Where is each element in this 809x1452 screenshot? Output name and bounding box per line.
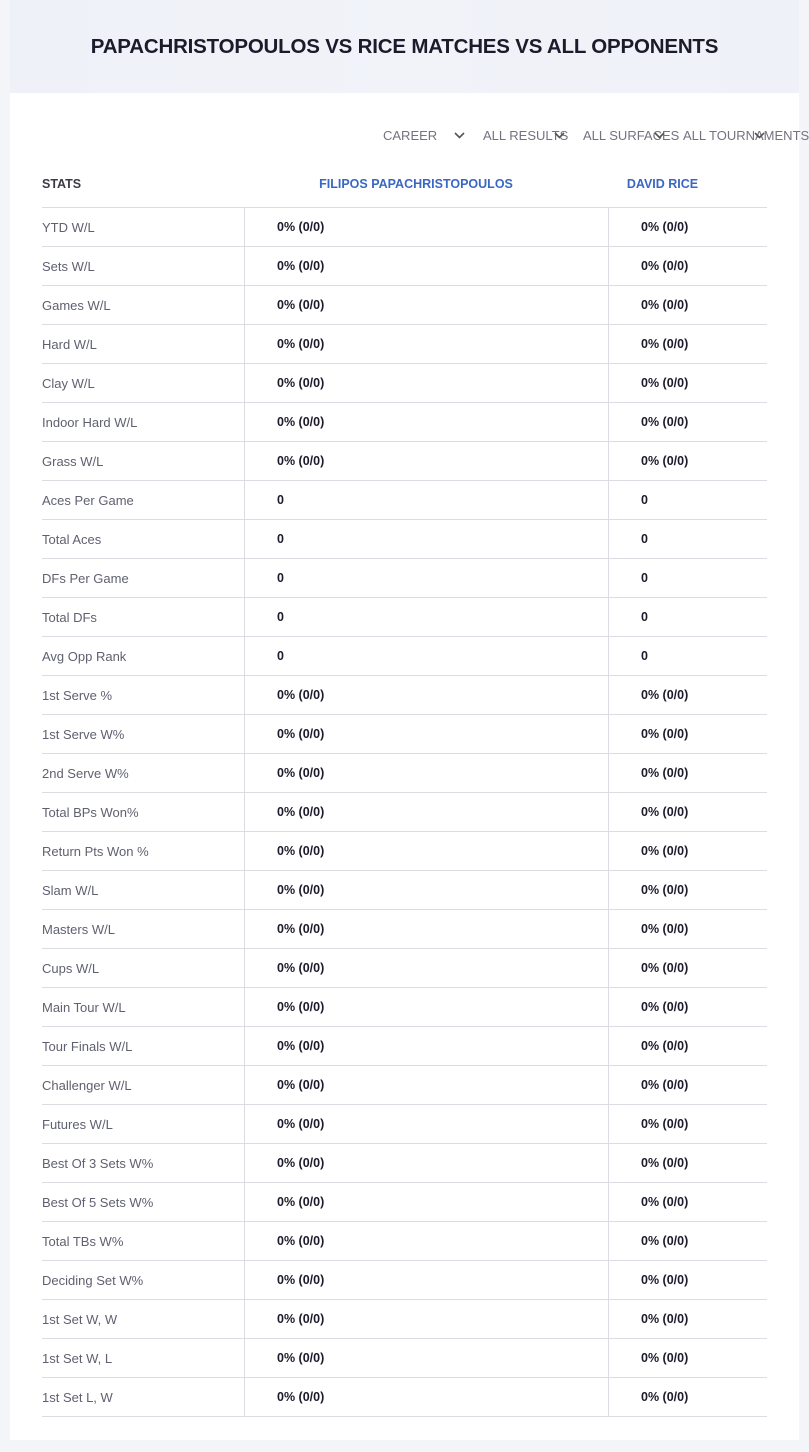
stat-label: Cups W/L (42, 960, 100, 976)
stat-label: Total Aces (42, 531, 102, 547)
table-row (42, 910, 767, 949)
player2-stat-value: 0% (0/0) (608, 1144, 767, 1182)
table-row (42, 988, 767, 1027)
player1-stat-value: 0% (0/0) (244, 364, 608, 402)
player1-stat-value: 0% (0/0) (244, 676, 608, 714)
player1-stat-value: 0% (0/0) (244, 1261, 608, 1299)
player1-stat-value: 0 (244, 598, 608, 636)
player2-stat-value: 0% (0/0) (608, 949, 767, 987)
player2-stat-value: 0 (608, 598, 767, 636)
table-row (42, 1300, 767, 1339)
player1-stat-value: 0 (244, 559, 608, 597)
table-row (42, 1339, 767, 1378)
stat-label: DFs Per Game (42, 570, 129, 586)
filter-label: ALL RESULTS (483, 127, 569, 143)
player2-stat-value: 0% (0/0) (608, 832, 767, 870)
player2-stat-value: 0 (608, 520, 767, 558)
stat-label: Total TBs W% (42, 1233, 124, 1249)
stat-label: Best Of 3 Sets W% (42, 1155, 154, 1171)
page-title: PAPACHRISTOPOULOS VS RICE MATCHES VS ALL OPPONENTS (90, 34, 719, 58)
player1-stat-value: 0% (0/0) (244, 754, 608, 792)
table-row (42, 832, 767, 871)
player2-stat-value: 0% (0/0) (608, 442, 767, 480)
filter-label: CAREER (383, 127, 438, 143)
stat-label: 1st Serve W% (42, 726, 125, 742)
player2-stat-value: 0% (0/0) (608, 1183, 767, 1221)
player1-stat-value: 0% (0/0) (244, 871, 608, 909)
stat-label: Tour Finals W/L (42, 1038, 133, 1054)
player1-stat-value: 0% (0/0) (244, 793, 608, 831)
table-row (42, 949, 767, 988)
table-row (42, 442, 767, 481)
player1-stat-value: 0% (0/0) (244, 1300, 608, 1338)
stat-label: Return Pts Won % (42, 843, 149, 859)
stats-table (42, 160, 767, 1417)
player2-stat-value: 0% (0/0) (608, 1027, 767, 1065)
player1-stat-value: 0 (244, 481, 608, 519)
player1-stat-value: 0% (0/0) (244, 247, 608, 285)
table-body (42, 208, 767, 1417)
stat-label: Challenger W/L (42, 1077, 132, 1093)
table-row (42, 247, 767, 286)
player1-stat-value: 0% (0/0) (244, 1105, 608, 1143)
stat-label: Indoor Hard W/L (42, 414, 138, 430)
chevron-down-icon (554, 132, 565, 139)
player2-stat-value: 0% (0/0) (608, 1339, 767, 1377)
player2-stat-value: 0% (0/0) (608, 208, 767, 246)
table-row (42, 325, 767, 364)
table-row (42, 871, 767, 910)
card-header (10, 0, 799, 93)
table-row (42, 559, 767, 598)
results-filter-select[interactable] (469, 124, 569, 146)
player2-stat-value: 0 (608, 637, 767, 675)
player1-stat-value: 0% (0/0) (244, 1222, 608, 1260)
stat-label: Hard W/L (42, 336, 97, 352)
stat-label: Futures W/L (42, 1116, 113, 1132)
table-row (42, 637, 767, 676)
player2-stat-value: 0% (0/0) (608, 247, 767, 285)
table-row (42, 403, 767, 442)
stat-label: Best Of 5 Sets W% (42, 1194, 154, 1210)
table-header (42, 160, 767, 208)
tournament-filter-select[interactable] (669, 124, 809, 146)
player1-stat-value: 0% (0/0) (244, 325, 608, 363)
player2-stat-value: 0% (0/0) (608, 715, 767, 753)
stat-label: Aces Per Game (42, 492, 134, 508)
table-row (42, 676, 767, 715)
table-row (42, 364, 767, 403)
filter-label: ALL TOURNAMENTS (683, 127, 809, 143)
stat-label: 1st Set L, W (42, 1389, 113, 1405)
player2-stat-value: 0% (0/0) (608, 1222, 767, 1260)
player1-stat-value: 0 (244, 520, 608, 558)
player2-stat-value: 0% (0/0) (608, 1261, 767, 1299)
stat-label: Slam W/L (42, 882, 99, 898)
player1-stat-value: 0% (0/0) (244, 1027, 608, 1065)
stat-label: 1st Set W, W (42, 1311, 118, 1327)
filter-bar (369, 124, 809, 146)
stat-label: Clay W/L (42, 375, 95, 391)
player2-stat-value: 0% (0/0) (608, 1378, 767, 1416)
stat-label: Main Tour W/L (42, 999, 126, 1015)
player1-stat-value: 0% (0/0) (244, 832, 608, 870)
player1-stat-value: 0% (0/0) (244, 442, 608, 480)
table-row (42, 1027, 767, 1066)
player1-column-header[interactable]: FILIPOS PAPACHRISTOPOULOS (319, 176, 513, 191)
stat-label: Masters W/L (42, 921, 115, 937)
surface-filter-select[interactable] (569, 124, 680, 146)
player2-stat-value: 0 (608, 481, 767, 519)
table-row (42, 1222, 767, 1261)
player2-stat-value: 0 (608, 559, 767, 597)
player1-stat-value: 0% (0/0) (244, 403, 608, 441)
table-row (42, 793, 767, 832)
stat-label: YTD W/L (42, 219, 95, 235)
table-row (42, 754, 767, 793)
chevron-down-icon (754, 132, 765, 139)
stat-label: Games W/L (42, 297, 111, 313)
player1-stat-value: 0 (244, 637, 608, 675)
player2-stat-value: 0% (0/0) (608, 910, 767, 948)
player2-column-header[interactable]: DAVID RICE (626, 176, 699, 191)
table-row (42, 1261, 767, 1300)
table-row (42, 715, 767, 754)
stat-label: Grass W/L (42, 453, 104, 469)
player2-stat-value: 0% (0/0) (608, 403, 767, 441)
stat-label: 1st Serve % (42, 687, 113, 703)
chevron-down-icon (654, 132, 665, 139)
player2-stat-value: 0% (0/0) (608, 1066, 767, 1104)
table-row (42, 1066, 767, 1105)
period-filter-select[interactable] (369, 124, 469, 146)
stat-label: Total BPs Won% (42, 804, 139, 820)
player2-stat-value: 0% (0/0) (608, 364, 767, 402)
stat-label: 1st Set W, L (42, 1350, 113, 1366)
table-row (42, 481, 767, 520)
player2-stat-value: 0% (0/0) (608, 793, 767, 831)
table-row (42, 1144, 767, 1183)
table-row (42, 1105, 767, 1144)
table-row (42, 208, 767, 247)
stat-label: 2nd Serve W% (42, 765, 129, 781)
table-row (42, 1183, 767, 1222)
player1-stat-value: 0% (0/0) (244, 1066, 608, 1104)
player2-stat-value: 0% (0/0) (608, 676, 767, 714)
player1-stat-value: 0% (0/0) (244, 715, 608, 753)
player2-stat-value: 0% (0/0) (608, 325, 767, 363)
player1-stat-value: 0% (0/0) (244, 1144, 608, 1182)
chevron-down-icon (454, 132, 465, 139)
player2-stat-value: 0% (0/0) (608, 286, 767, 324)
player1-stat-value: 0% (0/0) (244, 910, 608, 948)
player1-stat-value: 0% (0/0) (244, 1378, 608, 1416)
stat-label: Deciding Set W% (42, 1272, 144, 1288)
player1-stat-value: 0% (0/0) (244, 988, 608, 1026)
player2-stat-value: 0% (0/0) (608, 988, 767, 1026)
stats-column-header: STATS (42, 176, 82, 191)
table-row (42, 286, 767, 325)
stats-card (10, 0, 809, 1440)
stat-label: Avg Opp Rank (42, 648, 127, 664)
player1-stat-value: 0% (0/0) (244, 1183, 608, 1221)
player2-stat-value: 0% (0/0) (608, 871, 767, 909)
player1-stat-value: 0% (0/0) (244, 208, 608, 246)
table-row (42, 598, 767, 637)
player2-stat-value: 0% (0/0) (608, 754, 767, 792)
player1-stat-value: 0% (0/0) (244, 286, 608, 324)
stat-label: Sets W/L (42, 258, 95, 274)
table-row (42, 1378, 767, 1417)
stat-label: Total DFs (42, 609, 97, 625)
player2-stat-value: 0% (0/0) (608, 1105, 767, 1143)
filter-label: ALL SURFACES (583, 127, 680, 143)
player1-stat-value: 0% (0/0) (244, 1339, 608, 1377)
table-row (42, 520, 767, 559)
player2-stat-value: 0% (0/0) (608, 1300, 767, 1338)
player1-stat-value: 0% (0/0) (244, 949, 608, 987)
